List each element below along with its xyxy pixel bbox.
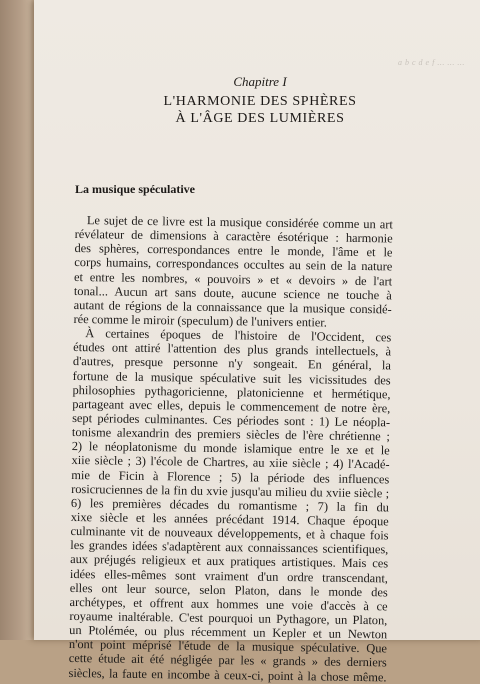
text-line: rosicruciennes de la fin du xvie jusqu'au milieu du xviie siècle ; xyxy=(71,481,390,501)
bleed-through-text: a b c d e f ... ... ... xyxy=(398,58,465,66)
body-text xyxy=(68,213,392,684)
text-line: et entre les nombres, « pouvoirs » et « devoirs » de l'art xyxy=(74,269,393,288)
paragraph-1 xyxy=(73,213,393,331)
text-line: cette étude ait été négligée par les « grands » des derniers xyxy=(68,651,387,670)
text-line: partageant avec elles, depuis le commencement de notre ère, xyxy=(72,396,391,416)
text-line: À certaines époques de l'histoire de l'Occident, ces xyxy=(85,326,392,345)
text-line: 6) les premières décades du romantisme ; 7) la fin du xyxy=(70,495,390,515)
chapter-title-line-1: L'HARMONIE DES SPHÈRES xyxy=(163,94,357,109)
paragraph-2 xyxy=(68,326,391,684)
text-line: des sphères, correspondances entre le monde, l'âme et le xyxy=(74,241,393,260)
text-line: n'ont point méprisé l'étude de la musique spéculative. Que xyxy=(68,637,388,656)
text-line: études ont attiré l'attention des plus grands intellectuels, à xyxy=(73,340,392,359)
text-line: idées elles-mêmes sont vraiment d'un ordre transcendant, xyxy=(69,566,389,585)
text-line: tonal... Aucun art sans doute, aucune science ne touche à xyxy=(73,283,392,303)
chapter-title-line-2: À L'ÂGE DES LUMIÈRES xyxy=(175,111,345,126)
text-line: elles ont leur source, selon Platon, dans le monde des xyxy=(69,580,388,600)
text-line: culminante vit de nouveaux développements, et à chaque fois xyxy=(70,524,389,543)
text-line: fortune de la musique spéculative suit les vicissitudes des xyxy=(72,368,391,387)
text-line: autant de régions de la connaissance que la musique considé- xyxy=(73,297,392,317)
text-line: rée comme le miroir (speculum) de l'univers entier. xyxy=(73,311,327,330)
text-line: tonisme alexandrin des premiers siècles de l'ère chrétienne ; xyxy=(71,425,391,444)
text-line: sept périodes culminantes. Ces périodes sont : 1) Le néopla- xyxy=(72,410,391,430)
text-line: les grandes idées s'adaptèrent aux connaissances scientifiques, xyxy=(70,538,389,557)
text-line: xiie siècle ; 3) l'école de Chartres, au xiie siècle ; 4) l'Acadé- xyxy=(71,453,390,472)
chapter-label: Chapitre I xyxy=(233,74,287,89)
text-line: révélateur de dimensions à caractère ésotérique : harmonie xyxy=(74,227,393,246)
text-line: un Ptolémée, ou plus récemment un Kepler et un Newton xyxy=(69,623,388,642)
text-line: d'autres, presque personne n'y songeait. En général, la xyxy=(72,354,391,373)
text-line: siècles, la faute en incombe à ceux-ci, point à la chose même. xyxy=(68,665,387,684)
text-line: royaume inaltérable. C'est pourquoi un Pythagore, un Platon, xyxy=(69,608,388,628)
text-line: philosophies pythagoricienne, platonicienne et hermétique, xyxy=(72,382,391,402)
text-line: mie de Ficin à Florence ; 5) la période des influences xyxy=(71,467,390,486)
text-line: archétypes, et offrent aux hommes une voie d'accès à ce xyxy=(69,594,388,614)
text-line: Le sujet de ce livre est la musique considérée comme un art xyxy=(86,213,393,232)
text-line: corps humains, correspondances occultes au sein de la nature xyxy=(74,255,393,274)
text-line: aux préjugés religieux et aux pratiques artistiques. Mais ces xyxy=(70,552,389,571)
text-line: 2) le néoplatonisme du monde islamique entre le xe et le xyxy=(71,439,390,458)
text-line: xixe siècle et les années précédant 1914. Chaque époque xyxy=(70,509,389,529)
section-heading: La musique spéculative xyxy=(75,182,196,196)
